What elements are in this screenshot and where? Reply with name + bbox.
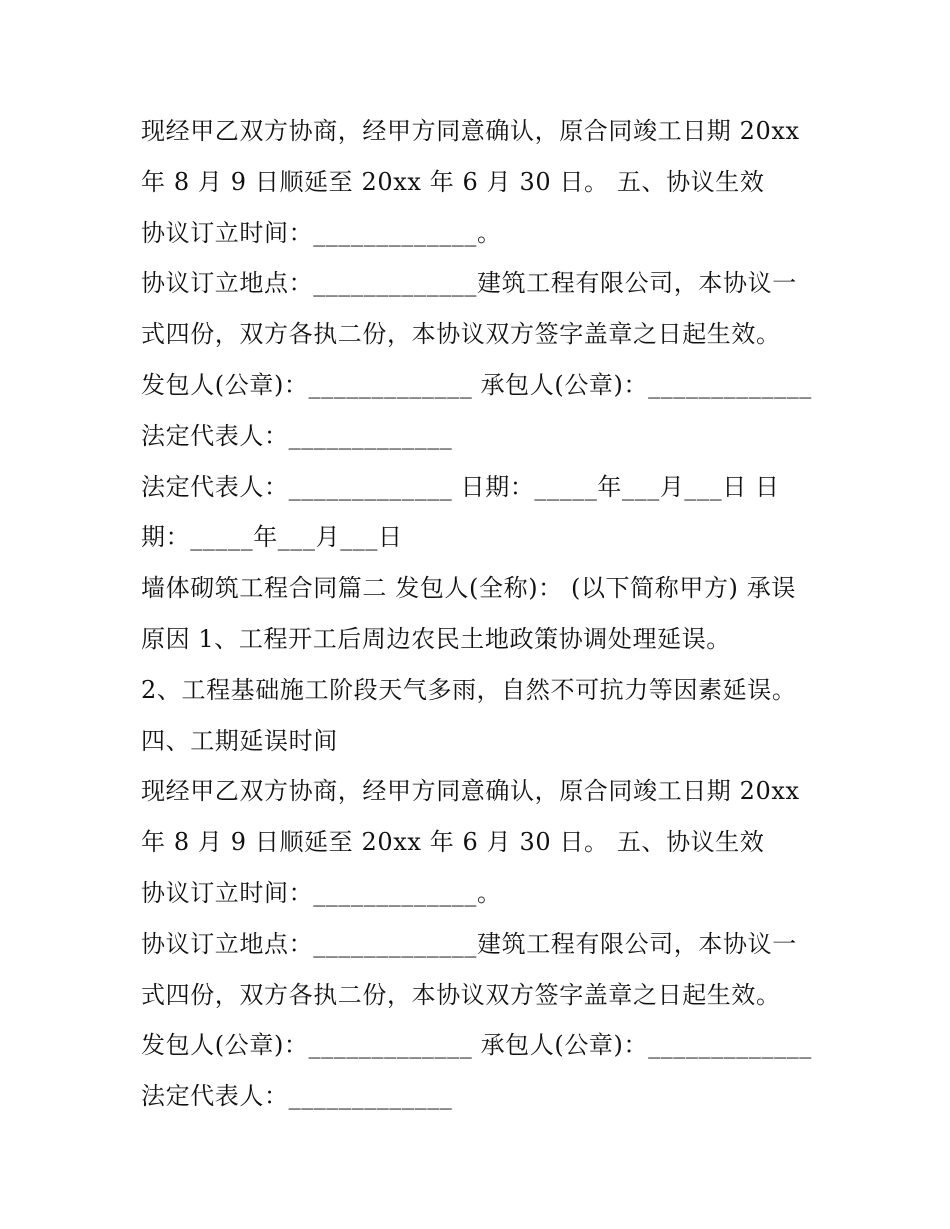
text-line: 发包人(公章)：_____________ 承包人(公章)：_____________: [141, 1031, 812, 1060]
text-line: 期：_____年___月___日: [141, 523, 403, 552]
text-line: 年 8 月 9 日顺延至 20xx 年 6 月 30 日。 五、协议生效: [141, 828, 765, 857]
text-line: 现经甲乙双方协商，经甲方同意确认，原合同竣工日期 20xx: [141, 117, 800, 145]
text-line: 现经甲乙双方协商，经甲方同意确认，原合同竣工日期 20xx: [141, 777, 800, 806]
text-line: 年 8 月 9 日顺延至 20xx 年 6 月 30 日。 五、协议生效: [141, 167, 765, 196]
section-heading-line: 墙体砌筑工程合同篇二 发包人(全称)： (以下简称甲方) 承误: [141, 574, 796, 603]
text-line: 式四份，双方各执二份，本协议双方签字盖章之日起生效。: [141, 980, 781, 1009]
document-body: [141, 106, 811, 1122]
text-line: 协议订立时间：_____________。: [141, 218, 502, 247]
text-line: 式四份，双方各执二份，本协议双方签字盖章之日起生效。: [141, 320, 781, 349]
text-line: 法定代表人：_____________: [141, 1082, 453, 1111]
text-line: 原因 1、工程开工后周边农民土地政策协调处理延误。: [141, 624, 731, 653]
text-line: 四、工期延误时间: [141, 726, 338, 755]
text-line: 协议订立地点：_____________建筑工程有限公司，本协议一: [141, 269, 797, 298]
text-line: 发包人(公章)：_____________ 承包人(公章)：_____________: [141, 370, 812, 399]
text-line: 协议订立时间：_____________。: [141, 878, 502, 907]
text-line: 法定代表人：_____________ 日期：_____年___月___日 日: [141, 472, 780, 501]
text-line: 协议订立地点：_____________建筑工程有限公司，本协议一: [141, 929, 797, 958]
text-line: 2、工程基础施工阶段天气多雨，自然不可抗力等因素延误。: [141, 675, 797, 704]
text-line: 法定代表人：_____________: [141, 421, 453, 450]
